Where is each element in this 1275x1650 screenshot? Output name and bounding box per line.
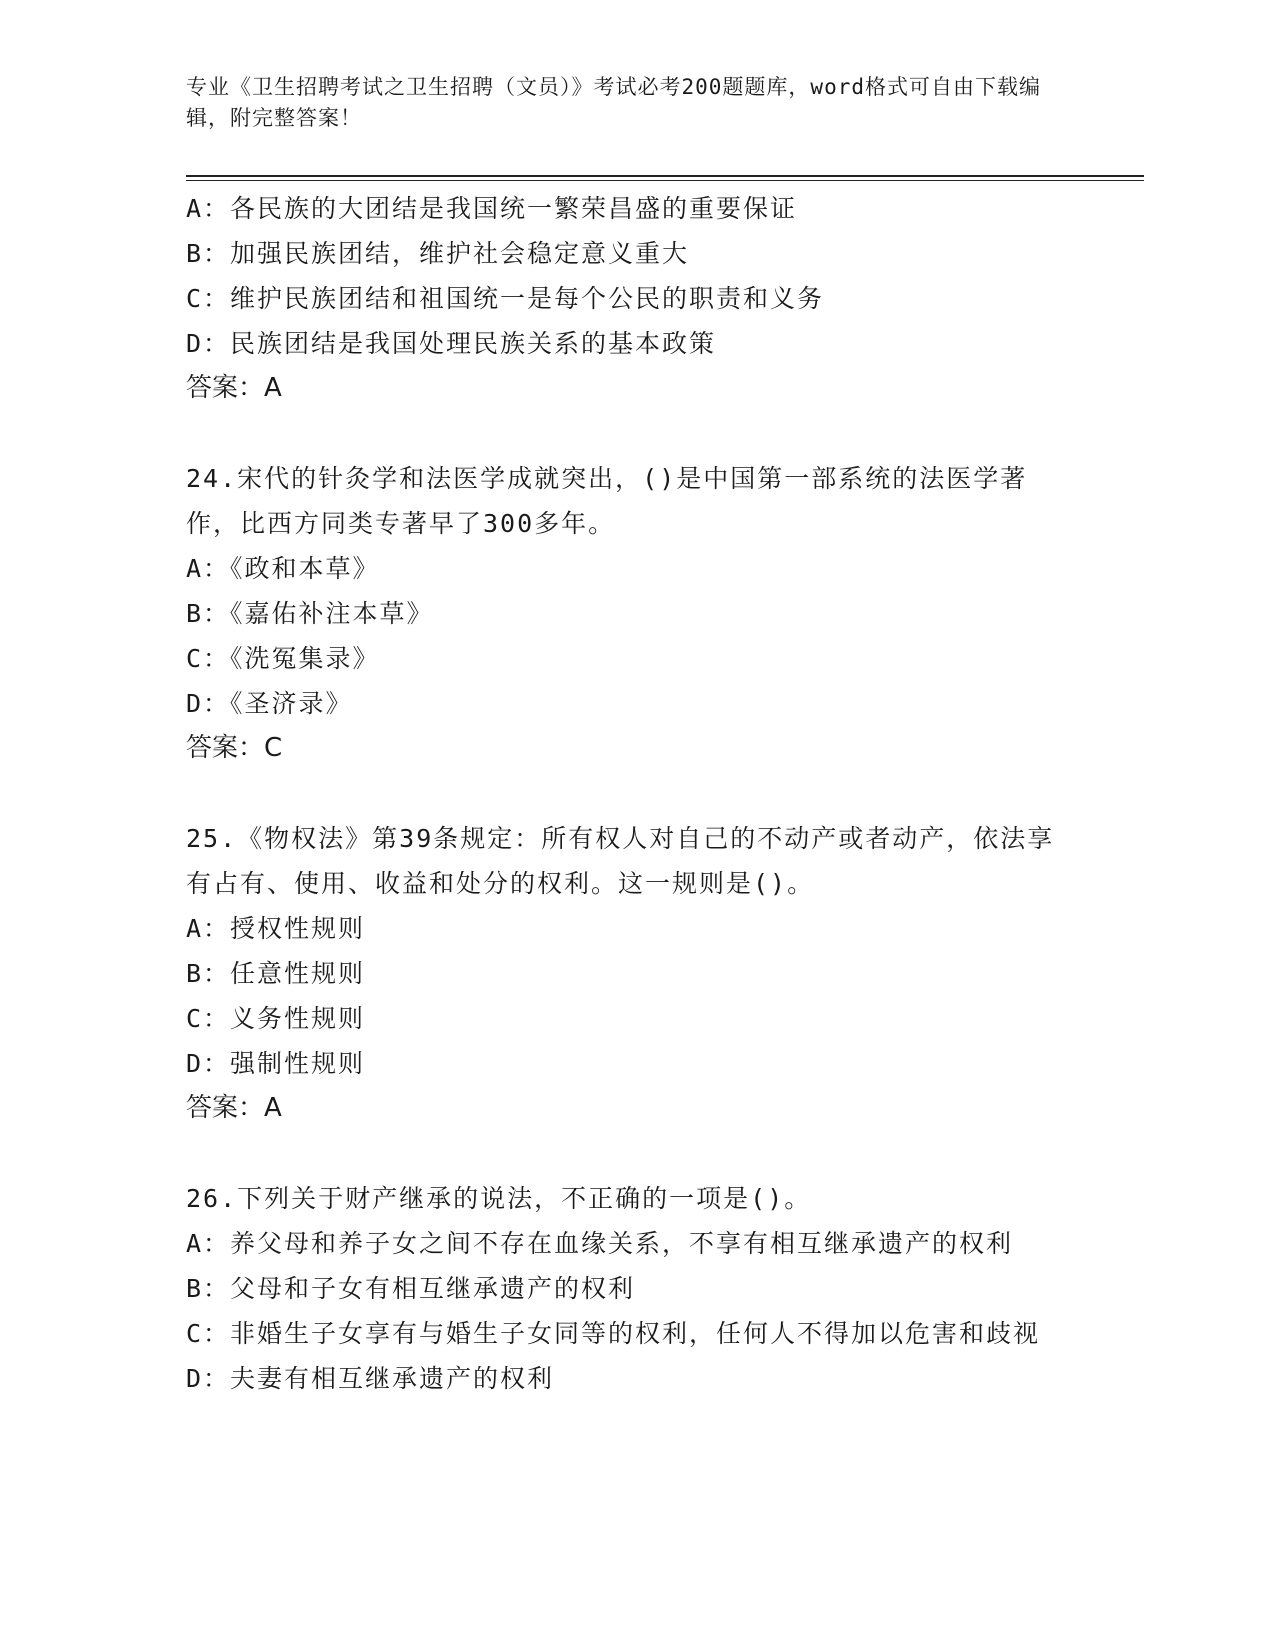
- question-25: [186, 816, 1066, 1131]
- header-divider-thick: [186, 175, 1144, 177]
- answer-line: 答案：A: [186, 1093, 282, 1123]
- question-content: [186, 186, 1066, 1401]
- document-header: 专业《卫生招聘考试之卫生招聘（文员）》考试必考200题题库，word格式可自由下载编辑，附完整答案！: [186, 75, 1041, 130]
- question-stem: 24.宋代的针灸学和法医学成就突出，()是中国第一部系统的法医学著作，比西方同类专著早了300多年。: [186, 464, 1028, 538]
- answer-line: 答案：A: [186, 373, 282, 403]
- option-d: D：《圣济录》: [186, 689, 353, 718]
- option-a: A：养父母和养子女之间不存在血缘关系，不享有相互继承遗产的权利: [186, 1229, 1014, 1258]
- option-d: D：强制性规则: [186, 1049, 366, 1078]
- question-26: [186, 1176, 1066, 1401]
- option-c: C：《洗冤集录》: [186, 644, 380, 673]
- question-23-continued: [186, 186, 1066, 411]
- option-b: B：《嘉佑补注本草》: [186, 599, 434, 628]
- question-24: [186, 456, 1066, 771]
- option-a: A：《政和本草》: [186, 554, 380, 583]
- option-d: D：夫妻有相互继承遗产的权利: [186, 1364, 555, 1393]
- header-divider-thin: [186, 180, 1144, 181]
- option-d: D：民族团结是我国处理民族关系的基本政策: [186, 329, 717, 358]
- question-stem: 25.《物权法》第39条规定：所有权人对自己的不动产或者动产，依法享有占有、使用、收益和处分的权利。这一规则是()。: [186, 824, 1055, 898]
- option-c: C：义务性规则: [186, 1004, 366, 1033]
- question-stem: 26.下列关于财产继承的说法，不正确的一项是()。: [186, 1184, 812, 1213]
- option-a: A：各民族的大团结是我国统一繁荣昌盛的重要保证: [186, 194, 798, 223]
- answer-line: 答案：C: [186, 733, 283, 763]
- option-b: B：任意性规则: [186, 959, 366, 988]
- option-a: A：授权性规则: [186, 914, 366, 943]
- option-c: C：非婚生子女享有与婚生子女同等的权利，任何人不得加以危害和歧视: [186, 1319, 1041, 1348]
- option-b: B：加强民族团结，维护社会稳定意义重大: [186, 239, 690, 268]
- option-b: B：父母和子女有相互继承遗产的权利: [186, 1274, 636, 1303]
- option-c: C：维护民族团结和祖国统一是每个公民的职责和义务: [186, 284, 825, 313]
